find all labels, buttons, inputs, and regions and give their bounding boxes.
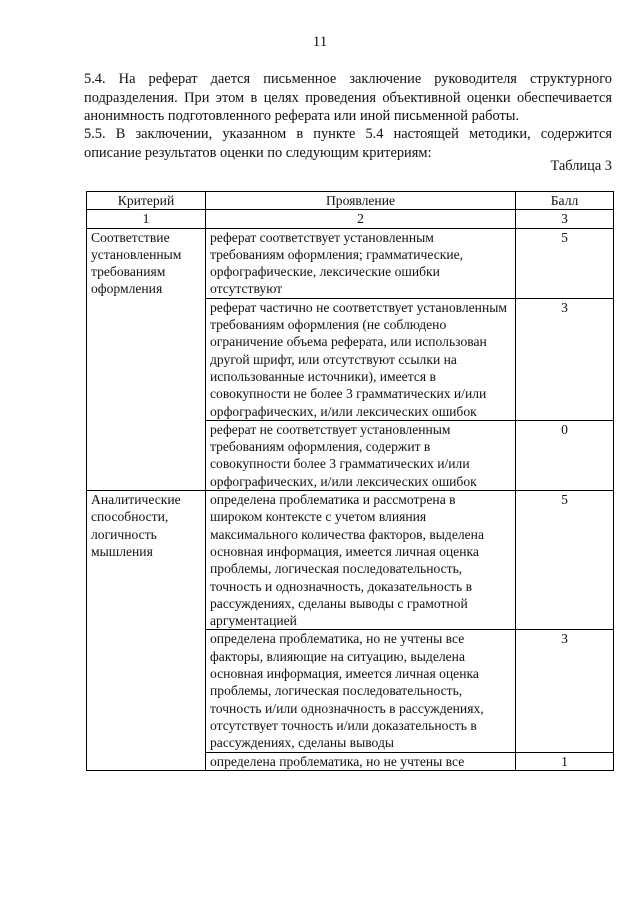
header-manifestation: Проявление	[206, 192, 516, 210]
criterion-cell: Соответствие установленным требованиям оформления	[87, 228, 206, 490]
description-cell: реферат не соответствует установленным требованиям оформления, содержит в совокупности более 3 грамматических и/или орфографических, и/или лексических ошибок	[206, 420, 516, 490]
description-cell: реферат частично не соответствует установленным требованиям оформления (не соблюдено ограничение объема реферата, или использован другой шрифт, или отсутствуют ссылки на использованные источники), имеется в совокупности не более 3 грамматических и/или орфографических, и/или лексических ошибок	[206, 298, 516, 420]
page-number: 11	[312, 34, 328, 50]
criteria-table	[86, 191, 614, 771]
criterion-cell: Аналитические способности, логичность мышления	[87, 491, 206, 771]
table-header-row	[87, 192, 614, 210]
score-cell: 0	[516, 420, 614, 490]
table-numbering-row	[87, 210, 614, 228]
score-cell: 5	[516, 491, 614, 630]
score-cell: 3	[516, 298, 614, 420]
description-cell: реферат соответствует установленным требованиям оформления; грамматические, орфографические, лексические ошибки отсутствуют	[206, 228, 516, 298]
paragraph-5-5: 5.5. В заключении, указанном в пункте 5.4 настоящей методики, содержится описание результатов оценки по следующим критериям:	[84, 126, 612, 161]
score-cell: 3	[516, 630, 614, 752]
table-row	[87, 491, 614, 630]
paragraph-5-4: 5.4. На реферат дается письменное заключение руководителя структурного подразделения. При этом в целях проведения объективной оценки обеспечивается анонимность подготовленного реферата или иной письменной работы.	[84, 71, 612, 124]
header-criterion: Критерий	[87, 192, 206, 210]
column-number-3: 3	[516, 210, 614, 228]
description-cell: определена проблематика, но не учтены все	[206, 752, 516, 770]
table-row	[87, 228, 614, 298]
column-number-2: 2	[206, 210, 516, 228]
score-cell: 1	[516, 752, 614, 770]
score-cell: 5	[516, 228, 614, 298]
column-number-1: 1	[87, 210, 206, 228]
description-cell: определена проблематика и рассмотрена в широком контексте с учетом влияния максимального количества факторов, выделена основная информация, имеется личная оценка проблемы, логическая последовательность, точность и однозначность, доказательность в рассуждениях, сделаны выводы с грамотной аргументацией	[206, 491, 516, 630]
table-caption: Таблица 3	[550, 158, 612, 174]
description-cell: определена проблематика, но не учтены все факторы, влияющие на ситуацию, выделена основная информация, имеется личная оценка проблемы, логическая последовательность, точность и/или однозначность в рассуждениях, отсутствует точность и/или доказательность в рассуждениях, сделаны выводы	[206, 630, 516, 752]
header-score: Балл	[516, 192, 614, 210]
